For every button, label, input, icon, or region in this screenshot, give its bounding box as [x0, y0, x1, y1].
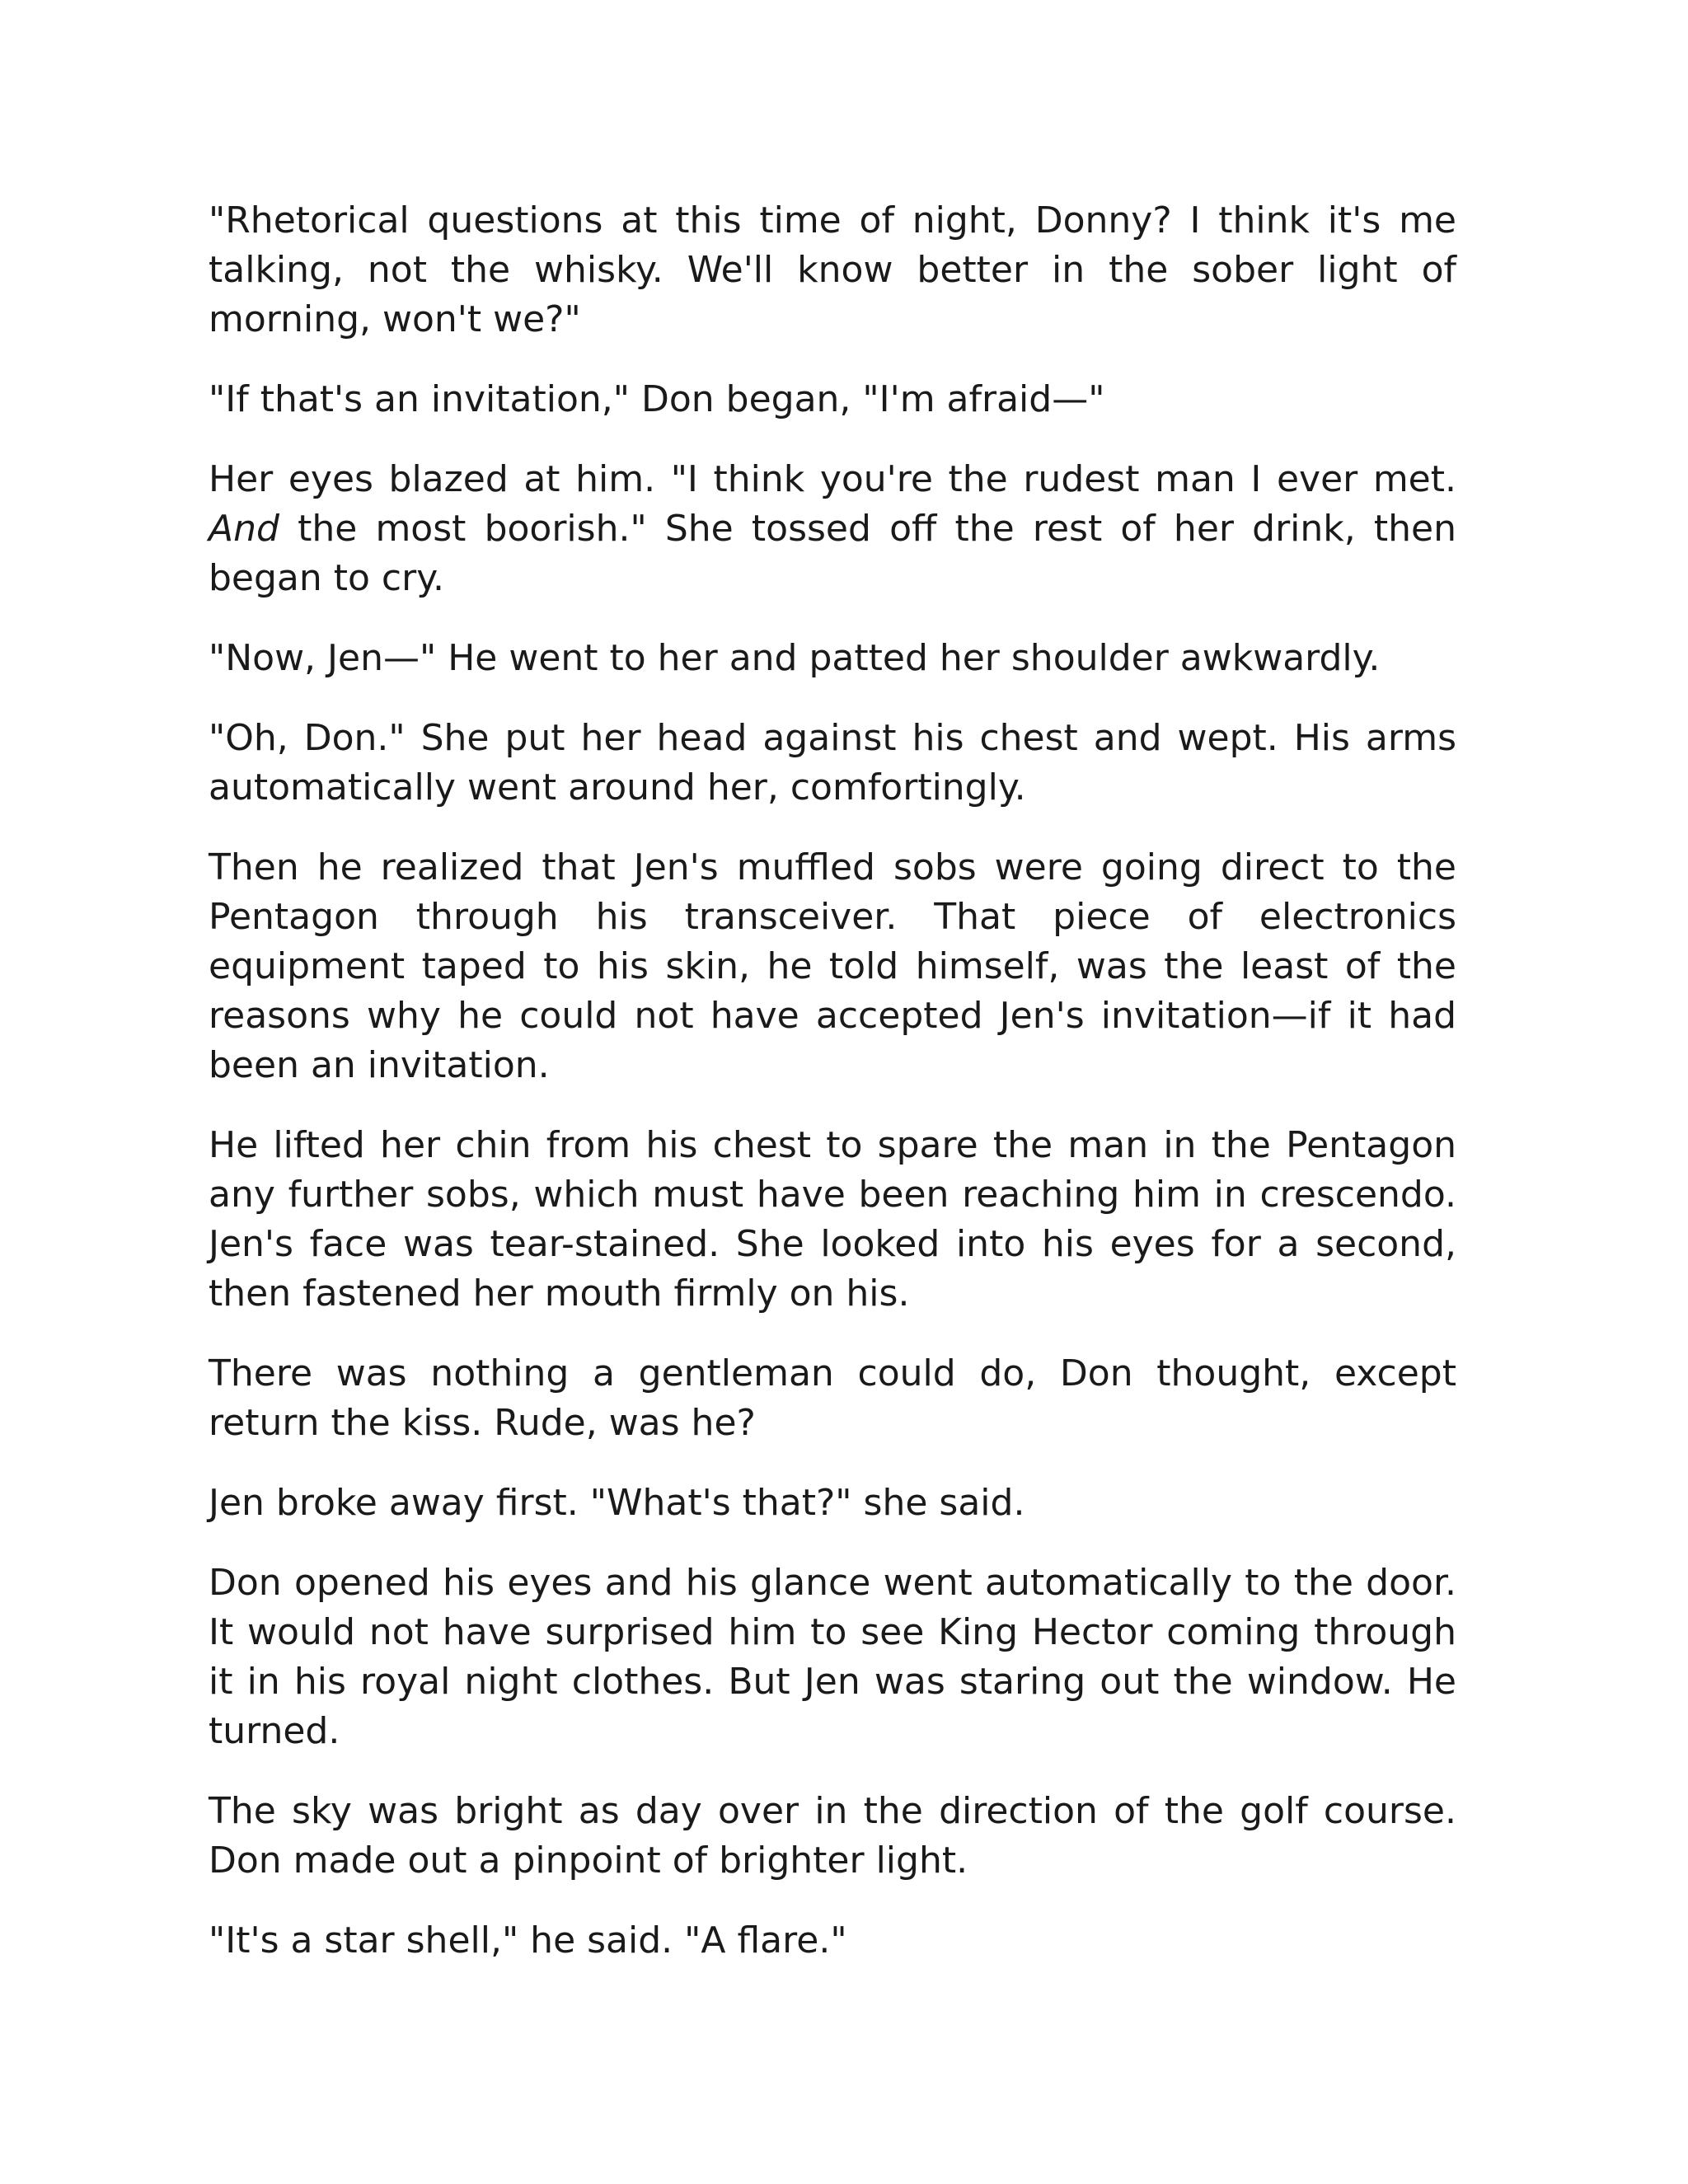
paragraph: "Oh, Don." She put her head against his chest and wept. His arms automatically went around her, comfortingly. — [209, 717, 1456, 808]
paragraph: "Rhetorical questions at this time of night, Donny? I think it's me talking, not the whisky. We'll know better in the sober light of morning, won't we?" — [209, 199, 1456, 340]
paragraph: The sky was bright as day over in the direction of the golf course. Don made out a pinpoint of brighter light. — [209, 1790, 1456, 1882]
paragraph: "Now, Jen—" He went to her and patted her shoulder awkwardly. — [209, 637, 1381, 679]
paragraph: There was nothing a gentleman could do, Don thought, except return the kiss. Rude, was he? — [209, 1352, 1456, 1444]
paragraph: "It's a star shell," he said. "A flare." — [209, 1919, 847, 1961]
paragraph: "If that's an invitation," Don began, "I'm afraid—" — [209, 378, 1105, 420]
paragraph-text: the most boorish." She tossed off the rest of her drink, then began to cry. — [209, 508, 1456, 599]
paragraph — [209, 455, 1456, 603]
paragraph: He lifted her chin from his chest to spare the man in the Pentagon any further sobs, which must have been reaching him in crescendo. Jen's face was tear-stained. She looked into his eyes for a second, then fastened her mouth firmly on his. — [209, 1124, 1456, 1315]
page-body — [209, 196, 1456, 1996]
paragraph: Jen broke away first. "What's that?" she said. — [209, 1482, 1025, 1524]
paragraph-text: Her eyes blazed at him. "I think you're the rudest man I ever met. — [209, 458, 1456, 500]
emphasis-text: And — [209, 508, 279, 550]
paragraph: Then he realized that Jen's muffled sobs were going direct to the Pentagon through his transceiver. That piece of electronics equipment taped to his skin, he told himself, was the least of the reasons why he could not have accepted Jen's invitation—if it had been an invitation. — [209, 846, 1456, 1086]
paragraph: Don opened his eyes and his glance went automatically to the door. It would not have surprised him to see King Hector coming through it in his royal night clothes. But Jen was staring out the window. He turned. — [209, 1562, 1456, 1752]
